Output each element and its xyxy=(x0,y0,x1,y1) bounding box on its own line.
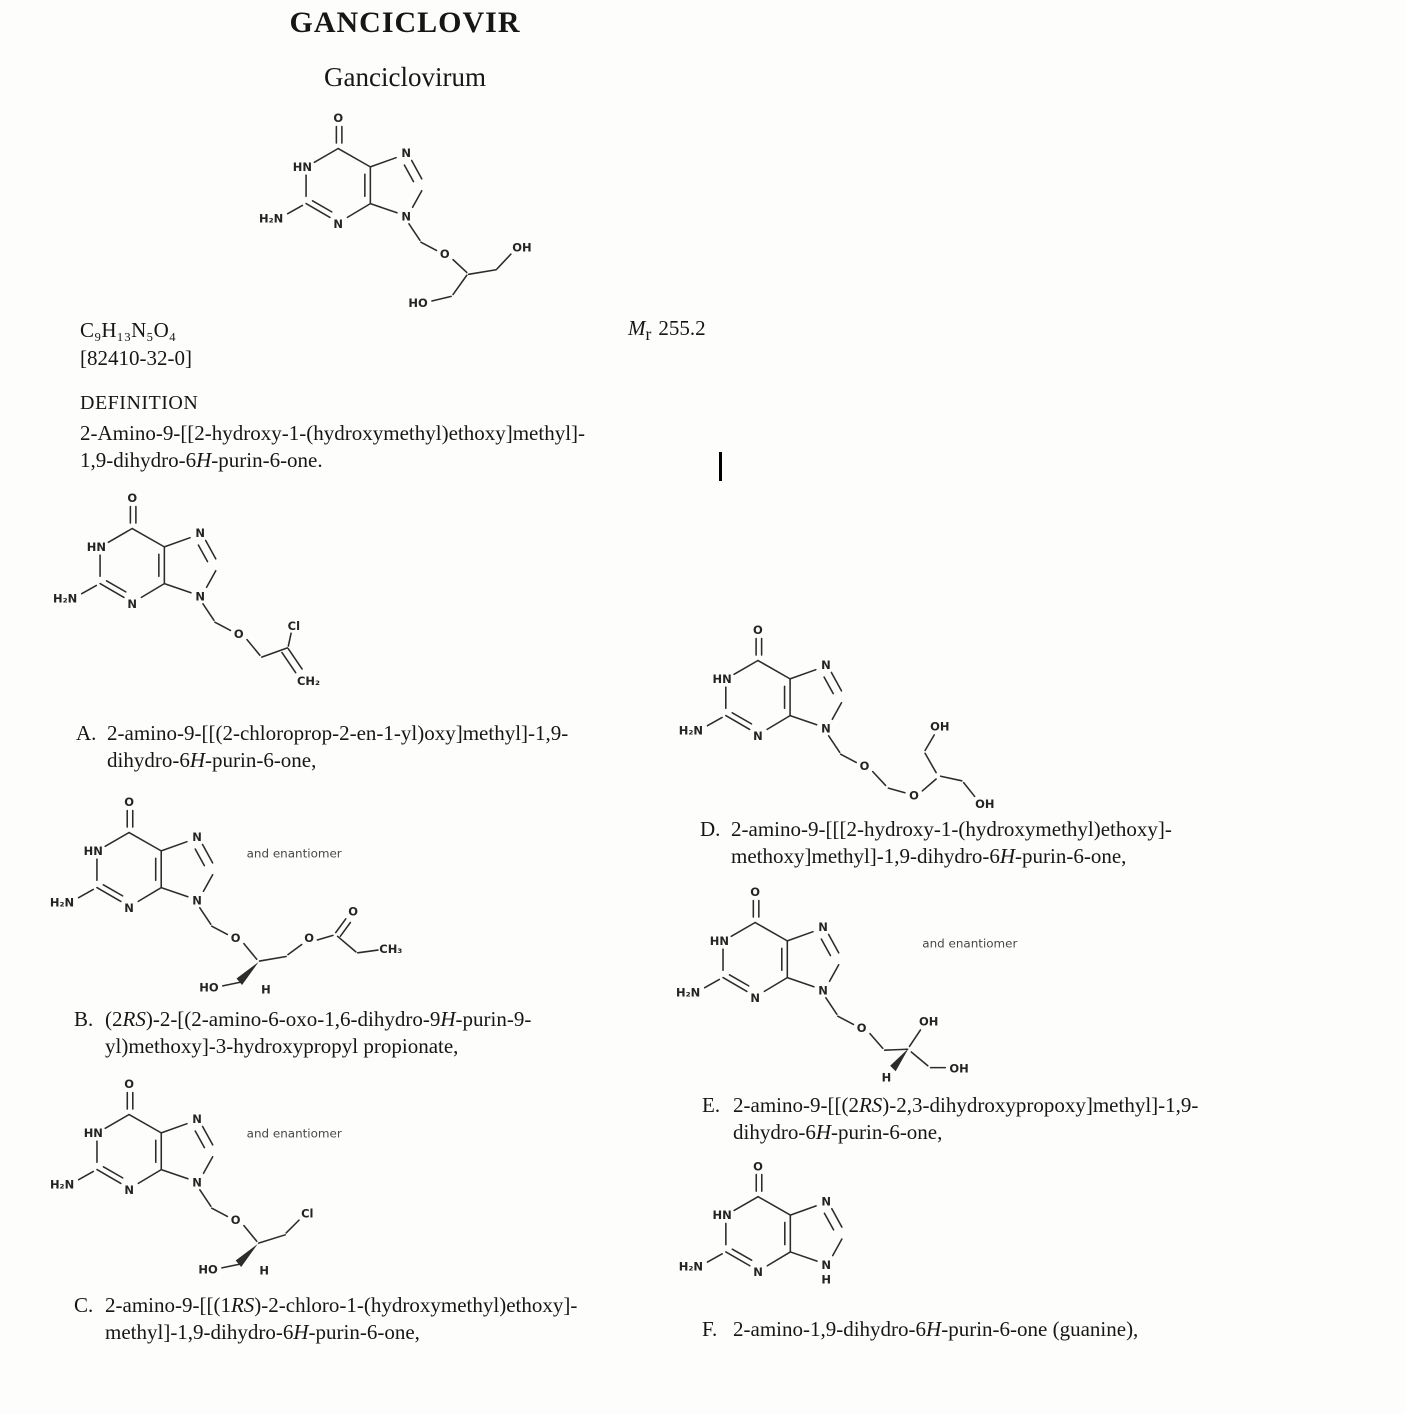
svg-text:N: N xyxy=(124,900,134,915)
impurity-e-structure xyxy=(663,872,1031,1102)
svg-text:H₂N: H₂N xyxy=(676,985,701,1000)
svg-text:N: N xyxy=(401,209,411,224)
svg-text:N: N xyxy=(753,1265,763,1280)
svg-text:N: N xyxy=(192,1112,202,1127)
impurity-a-caption: A. 2-amino-9-[[(2-chloroprop-2-en-1-yl)oxy]methyl]-1,9- dihydro-6H-purin-6-one, xyxy=(76,721,569,772)
mr-subscript: r xyxy=(645,324,652,345)
structure-ganciclovir xyxy=(246,98,559,328)
svg-text:HN: HN xyxy=(712,671,732,686)
svg-text:N: N xyxy=(124,1182,134,1197)
svg-text:Cl: Cl xyxy=(301,1206,314,1221)
impurity-letter: C. xyxy=(74,1293,94,1317)
svg-text:N: N xyxy=(818,983,828,998)
svg-text:O: O xyxy=(750,885,761,900)
impurity-c-caption: C. 2-amino-9-[[(1RS)-2-chloro-1-(hydroxymethyl)ethoxy]- methyl]-1,9-dihydro-6H-purin-6-one, xyxy=(74,1293,578,1344)
svg-text:OH: OH xyxy=(512,240,532,255)
svg-text:H: H xyxy=(261,982,271,997)
svg-text:O: O xyxy=(304,931,314,946)
svg-text:OH: OH xyxy=(919,1014,939,1029)
svg-text:O: O xyxy=(230,1213,241,1228)
svg-text:O: O xyxy=(348,904,359,919)
impurity-f-caption: F. 2-amino-1,9-dihydro-6H-purin-6-one (guanine), xyxy=(702,1317,1139,1341)
svg-text:O: O xyxy=(856,1021,867,1036)
svg-text:O: O xyxy=(333,111,344,126)
svg-text:N: N xyxy=(821,1194,832,1209)
svg-text:CH₃: CH₃ xyxy=(379,942,403,957)
latin-name: Ganciclovirum xyxy=(324,62,486,92)
svg-text:OH: OH xyxy=(930,719,950,734)
svg-text:N: N xyxy=(821,658,831,673)
svg-text:O: O xyxy=(439,247,450,262)
svg-text:N: N xyxy=(750,990,760,1005)
svg-text:HO: HO xyxy=(198,1262,218,1277)
svg-text:O: O xyxy=(909,788,919,803)
svg-text:H₂N: H₂N xyxy=(678,723,704,738)
svg-text:O: O xyxy=(230,931,241,946)
impurity-letter: F. xyxy=(702,1317,718,1341)
svg-text:O: O xyxy=(124,795,134,810)
svg-text:N: N xyxy=(195,589,205,604)
svg-text:N: N xyxy=(333,216,344,231)
impurity-f-structure xyxy=(666,1146,864,1303)
svg-text:H₂N: H₂N xyxy=(49,1177,75,1192)
svg-text:N: N xyxy=(192,893,202,908)
definition-heading: DEFINITION xyxy=(80,392,199,414)
svg-text:N: N xyxy=(401,146,411,161)
svg-text:and enantiomer: and enantiomer xyxy=(922,936,1018,951)
cas-number: [82410-32-0] xyxy=(80,346,192,370)
svg-text:N: N xyxy=(192,830,202,845)
mr-symbol: M xyxy=(628,316,646,340)
svg-text:and enantiomer: and enantiomer xyxy=(246,1126,342,1141)
svg-text:HN: HN xyxy=(83,1125,103,1140)
definition-text: 2-Amino-9-[[2-hydroxy-1-(hydroxymethyl)ethoxy]methyl]- 1,9-dihydro-6H-purin-6-one. xyxy=(80,421,586,472)
svg-text:O: O xyxy=(124,1077,134,1092)
mr-value: 255.2 xyxy=(658,316,706,340)
svg-text:N: N xyxy=(127,596,138,611)
impurity-a-structure xyxy=(40,478,353,708)
svg-text:N: N xyxy=(192,1175,202,1190)
svg-text:N: N xyxy=(753,728,763,743)
page-title: GANCICLOVIR xyxy=(289,6,521,39)
svg-text:H₂N: H₂N xyxy=(53,591,78,606)
svg-text:H: H xyxy=(259,1263,269,1278)
svg-text:HN: HN xyxy=(292,159,312,174)
svg-text:CH₂: CH₂ xyxy=(297,673,321,688)
impurity-letter: D. xyxy=(700,817,721,841)
svg-text:N: N xyxy=(821,1257,832,1272)
svg-text:H₂N: H₂N xyxy=(49,895,75,910)
svg-text:HO: HO xyxy=(199,980,219,995)
svg-text:H: H xyxy=(881,1070,892,1085)
impurity-letter: B. xyxy=(74,1007,94,1031)
svg-text:OH: OH xyxy=(975,796,995,811)
impurity-letter: E. xyxy=(702,1093,721,1117)
svg-text:O: O xyxy=(127,491,138,506)
impurity-b-caption: B. (2RS)-2-[(2-amino-6-oxo-1,6-dihydro-9H-purin-9- yl)methoxy]-3-hydroxypropyl propionate, xyxy=(74,1007,532,1058)
molecular-formula: C₉H₁₃N₅O₄ xyxy=(80,318,177,342)
svg-text:HN: HN xyxy=(709,933,729,948)
impurity-c-structure xyxy=(37,1064,359,1294)
svg-text:HN: HN xyxy=(712,1208,732,1223)
svg-text:HO: HO xyxy=(408,295,428,310)
impurity-d-structure xyxy=(666,610,1006,840)
impurity-d-caption: D. 2-amino-9-[[[2-hydroxy-1-(hydroxymethyl)ethoxy]- methoxy]methyl]-1,9-dihydro-6H-purin-6-one, xyxy=(700,817,1172,868)
impurity-b-structure xyxy=(37,782,414,1012)
impurity-letter: A. xyxy=(76,721,97,745)
svg-text:and enantiomer: and enantiomer xyxy=(246,846,342,861)
svg-text:O: O xyxy=(859,759,870,774)
svg-text:OH: OH xyxy=(949,1061,969,1076)
svg-text:O: O xyxy=(753,623,763,638)
svg-text:H₂N: H₂N xyxy=(678,1259,704,1274)
relative-molecular-mass xyxy=(628,316,706,345)
svg-text:N: N xyxy=(818,920,828,935)
svg-text:H₂N: H₂N xyxy=(259,211,284,226)
svg-text:HN: HN xyxy=(83,843,103,858)
svg-text:O: O xyxy=(753,1159,763,1174)
text-cursor[interactable] xyxy=(719,452,722,481)
svg-text:N: N xyxy=(821,721,831,736)
svg-text:HN: HN xyxy=(86,539,106,554)
svg-text:N: N xyxy=(195,526,205,541)
svg-text:H: H xyxy=(821,1272,832,1287)
svg-text:O: O xyxy=(233,627,244,642)
svg-text:Cl: Cl xyxy=(287,618,301,633)
impurity-e-caption: E. 2-amino-9-[[(2RS)-2,3-dihydroxypropoxy]methyl]-1,9- dihydro-6H-purin-6-one, xyxy=(702,1093,1199,1144)
